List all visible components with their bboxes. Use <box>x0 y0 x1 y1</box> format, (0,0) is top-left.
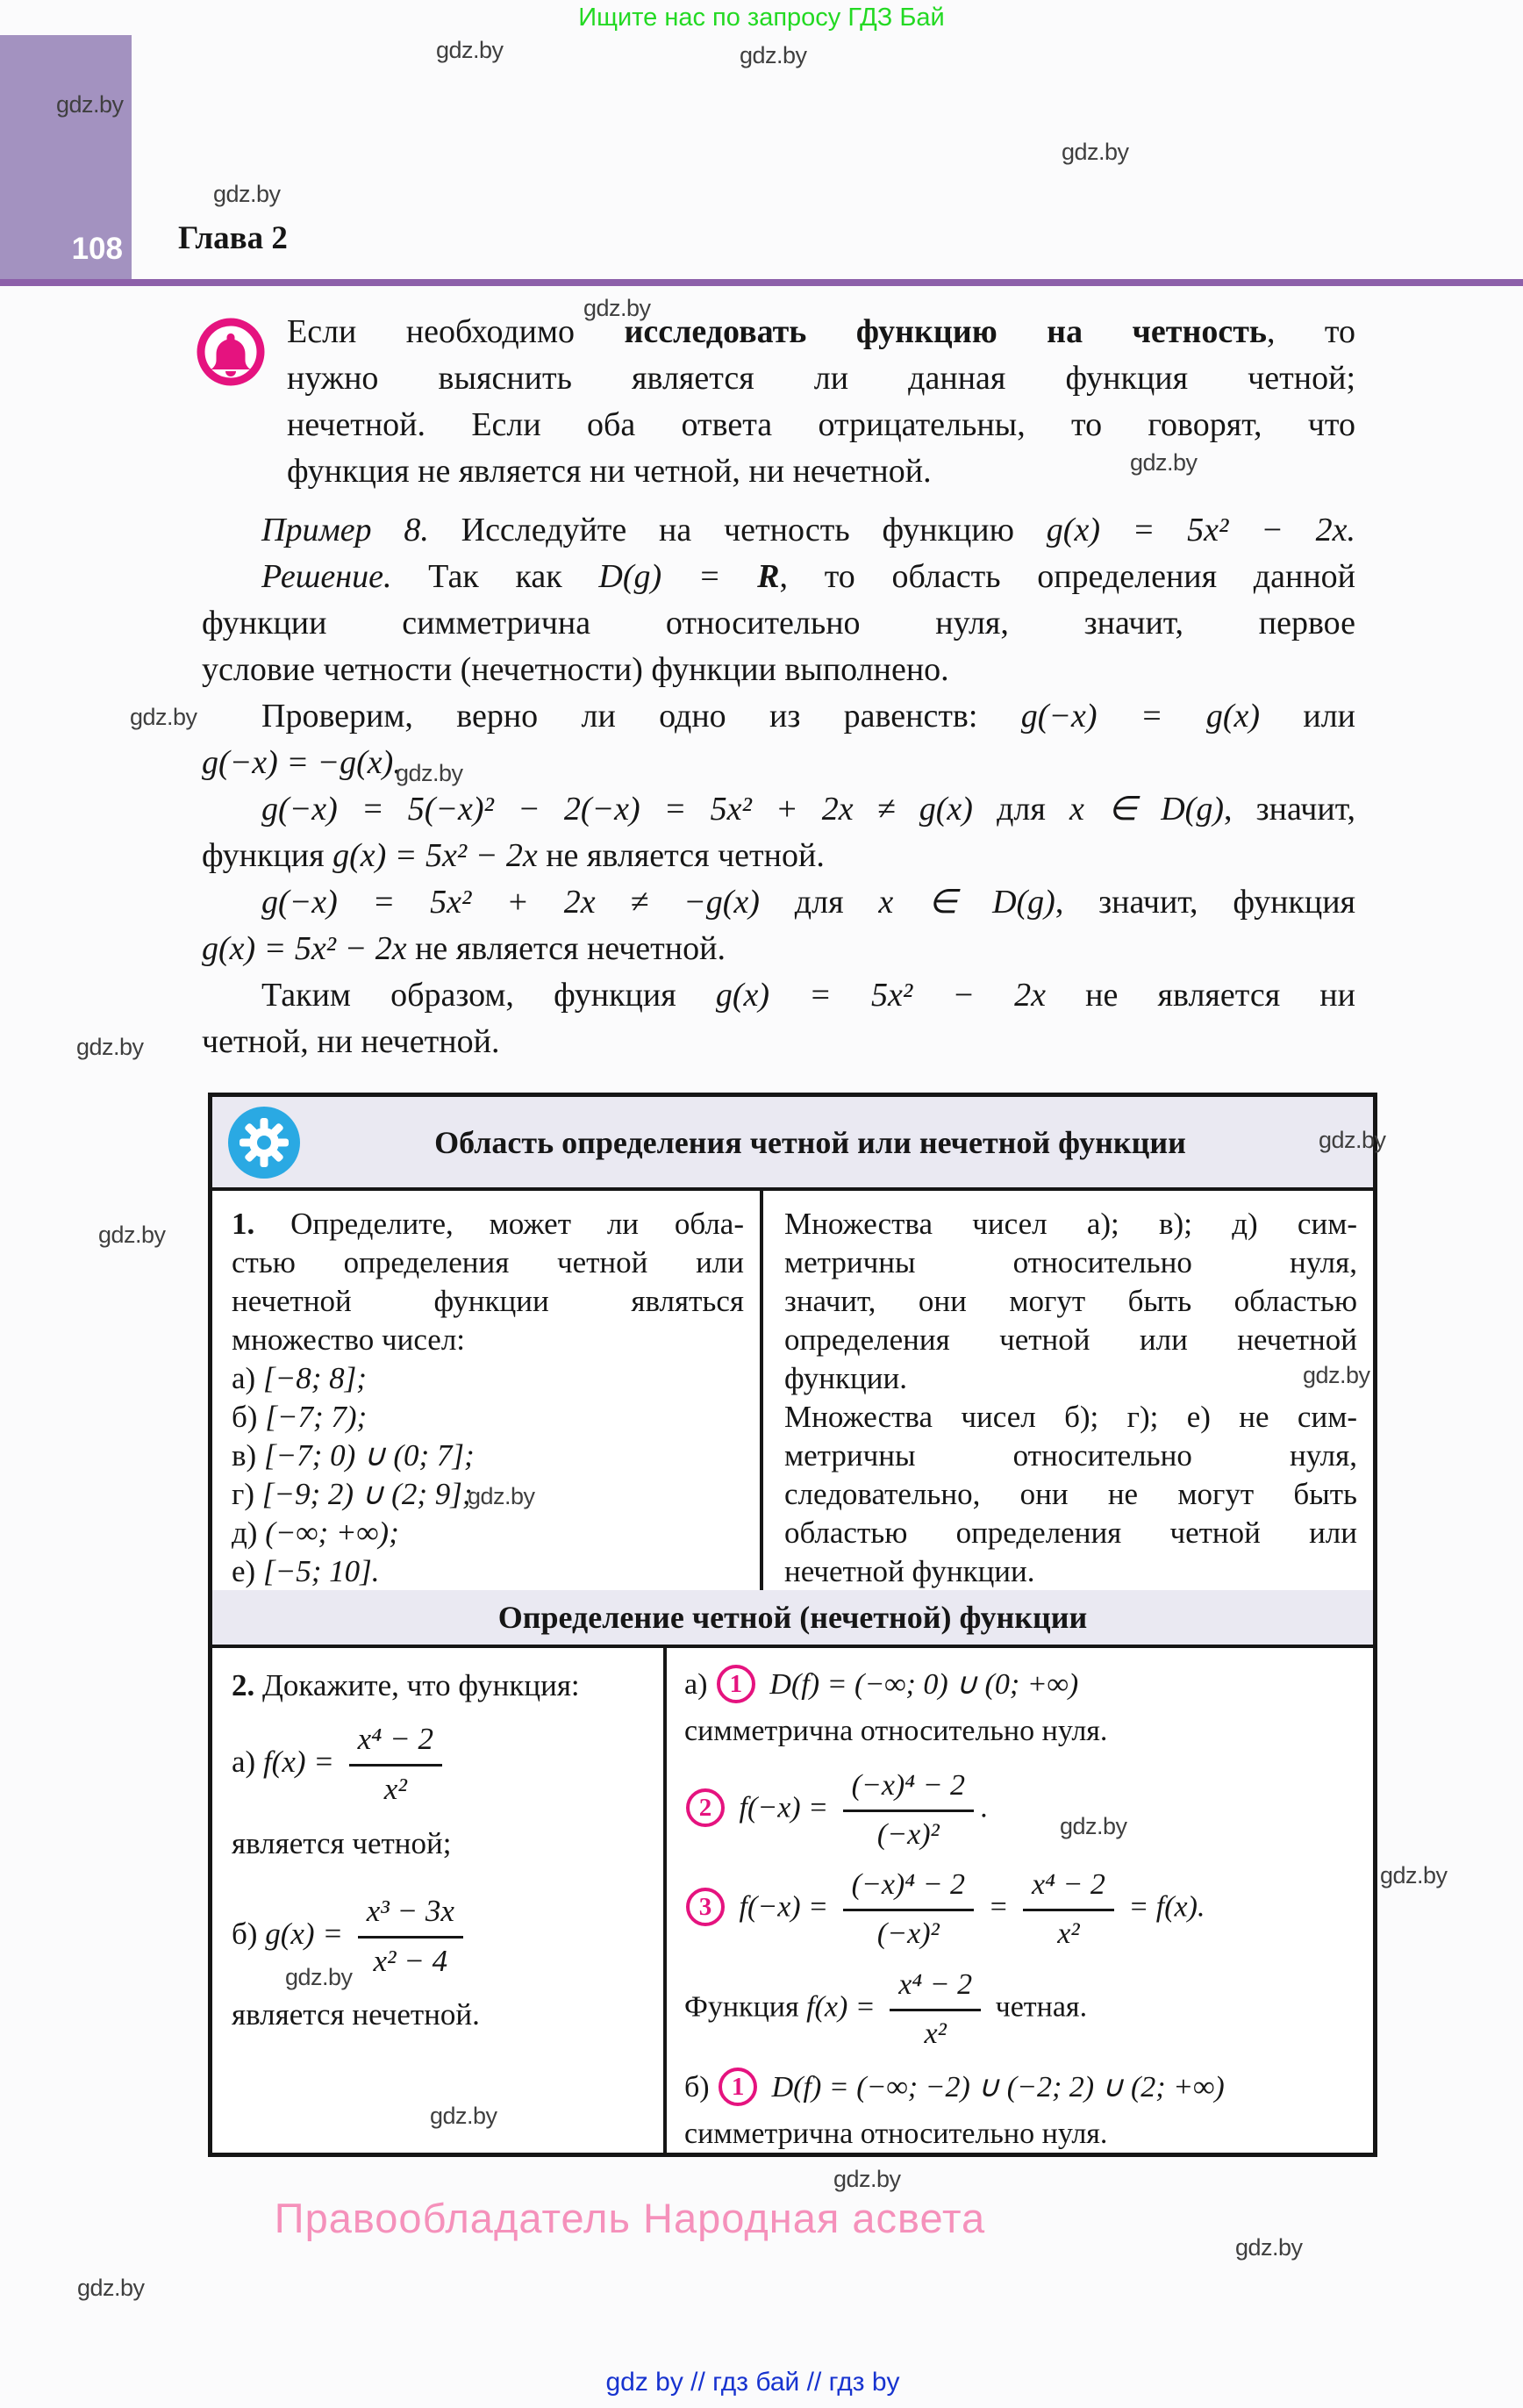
text-segment: для <box>759 884 879 921</box>
watermark: gdz.by <box>76 1034 144 1060</box>
text-line <box>202 786 1355 833</box>
text-segment: Таким образом, функция <box>261 977 716 1014</box>
table-section-header-1 <box>212 1097 1373 1191</box>
numerator: (−x)⁴ − 2 <box>843 1767 974 1812</box>
text-segment: Множества чисел б); г); е) не сим- <box>784 1400 1357 1434</box>
text-segment: метричны относительно нуля, <box>784 1245 1357 1279</box>
text-line <box>784 1205 1357 1243</box>
text-line <box>232 1514 744 1552</box>
text-line <box>684 1866 1364 1953</box>
text-line <box>232 1205 744 1243</box>
watermark: gdz.by <box>56 91 124 118</box>
gear-icon <box>228 1107 300 1179</box>
watermark: gdz.by <box>468 1483 535 1509</box>
text-line <box>784 1514 1357 1552</box>
text-segment: , значит, <box>1223 791 1356 828</box>
text-line <box>784 1282 1357 1321</box>
text-line <box>232 1552 744 1591</box>
text-line <box>202 1019 1355 1065</box>
text-line <box>232 1398 744 1437</box>
task-2-cell <box>212 1648 667 2154</box>
text-segment: [−7; 7); <box>265 1400 368 1434</box>
text-line <box>232 1822 653 1866</box>
text-segment: x ∈ D(g) <box>878 884 1055 921</box>
text-segment: значит, они могут быть областью <box>784 1284 1357 1318</box>
text-line <box>784 1552 1357 1591</box>
text-line <box>232 1282 744 1321</box>
text-line <box>202 926 1355 972</box>
text-line <box>684 2065 1364 2111</box>
text-segment: , то <box>1266 313 1356 350</box>
text-segment: D(g) = <box>598 558 758 595</box>
table-section-title-2: Определение четной (нечетной) функции <box>212 1590 1373 1648</box>
watermark: gdz.by <box>436 37 504 63</box>
text-line <box>287 402 1355 448</box>
text-segment: g(x) = 5x² − 2x <box>202 930 407 967</box>
text-segment: следовательно, они не могут быть <box>784 1477 1357 1511</box>
text-segment: условие четности (нечетности) функции выполнено. <box>202 651 949 688</box>
text-segment: 1. <box>232 1207 255 1241</box>
text-segment: функция <box>202 837 333 874</box>
denominator: x² <box>924 2017 947 2050</box>
text-segment: Решение. <box>261 558 392 595</box>
watermark: gdz.by <box>1319 1127 1386 1153</box>
text-segment: . <box>981 1791 989 1824</box>
text-segment: множество чисел: <box>232 1322 466 1357</box>
step-number-badge: 3 <box>686 1888 725 1926</box>
text-segment: , то область определения данной <box>779 558 1355 595</box>
text-segment: исследовать функцию на четность <box>624 313 1267 350</box>
footer-links[interactable]: gdz by // гдз бай // гдз by <box>605 2368 900 2397</box>
text-line <box>232 1359 744 1398</box>
text-segment: а) <box>232 1744 263 1779</box>
text-line <box>684 1966 1364 2053</box>
text-line <box>784 1437 1357 1475</box>
text-segment: g(−x) = 5x² + 2x ≠ −g(x) <box>261 884 760 921</box>
numerator: x⁴ − 2 <box>890 1966 981 2011</box>
denominator: x² <box>383 1772 407 1807</box>
text-segment: определения четной или нечетной <box>784 1322 1357 1357</box>
text-line <box>202 740 1355 786</box>
text-segment: является четной; <box>232 1825 452 1860</box>
text-line <box>684 1709 1364 1754</box>
text-segment: Проверим, верно ли одно из равенств: <box>261 698 1021 735</box>
text-line <box>287 355 1355 402</box>
text-line <box>202 507 1355 554</box>
text-line <box>784 1243 1357 1282</box>
text-segment: а) <box>232 1361 263 1395</box>
table-row-2 <box>212 1648 1373 2154</box>
text-segment: нечетной функции. <box>784 1554 1035 1588</box>
text-segment: функция не является ни четной, ни нечетной. <box>287 453 932 490</box>
text-segment: [−9; 2) ∪ (2; 9]; <box>261 1477 473 1511</box>
text-line <box>287 309 1355 355</box>
text-segment: симметрична относительно нуля. <box>684 1715 1108 1748</box>
text-segment: = f(x). <box>1120 1890 1205 1924</box>
text-segment: областью определения четной или <box>784 1516 1357 1550</box>
text-segment: f(x) = <box>262 1744 342 1779</box>
text-segment: R <box>757 558 780 595</box>
text-segment: четная. <box>988 1989 1088 2023</box>
text-line <box>232 1664 653 1708</box>
text-segment: не является четной. <box>537 837 825 874</box>
watermark: gdz.by <box>583 295 651 321</box>
page-number-block <box>0 35 132 279</box>
text-line <box>784 1475 1357 1514</box>
text-segment: г) <box>232 1477 262 1511</box>
denominator: x² − 4 <box>373 1943 448 1978</box>
text-line <box>684 1662 1364 1709</box>
text-line <box>202 972 1355 1019</box>
text-line <box>202 647 1355 693</box>
fraction <box>1023 1866 1114 1953</box>
text-segment: [−5; 10]. <box>262 1554 380 1588</box>
text-segment: g(x) = <box>265 1916 351 1951</box>
watermark: gdz.by <box>285 1964 353 1990</box>
summary-table <box>208 1093 1377 2157</box>
table-row-1 <box>212 1191 1373 1590</box>
text-line <box>202 600 1355 647</box>
copyright-text: Правообладатель Народная асвета <box>274 2195 986 2241</box>
text-segment: g(−x) = 5(−x)² − 2(−x) = 5x² + 2x ≠ g(x) <box>261 791 973 828</box>
numerator: x⁴ − 2 <box>1023 1866 1114 1911</box>
text-segment: метричны относительно нуля, <box>784 1438 1357 1473</box>
watermark: gdz.by <box>1060 1813 1127 1839</box>
example-paragraph <box>202 507 1355 1065</box>
text-segment: 2. <box>232 1668 255 1702</box>
text-segment: g(−x) = −g(x). <box>202 744 402 781</box>
text-line <box>784 1398 1357 1437</box>
watermark: gdz.by <box>98 1222 166 1248</box>
text-segment: не является нечетной. <box>406 930 726 967</box>
numerator: x³ − 3x <box>358 1892 463 1939</box>
text-line <box>784 1321 1357 1359</box>
watermark: gdz.by <box>1062 139 1129 165</box>
text-segment: Так как <box>391 558 599 595</box>
text-segment: , значит, функция <box>1055 884 1356 921</box>
text-line <box>202 693 1355 740</box>
watermark: gdz.by <box>430 2103 497 2129</box>
text-segment: четной, ни нечетной. <box>202 1023 500 1060</box>
text-segment: f(−x) = <box>732 1791 836 1824</box>
text-line <box>202 879 1355 926</box>
top-banner: Ищите нас по запросу ГДЗ Бай <box>578 4 945 32</box>
text-segment: в) <box>232 1438 264 1473</box>
fraction <box>349 1720 442 1810</box>
text-segment: g(x) = 5x² − 2x <box>332 837 538 874</box>
bell-icon <box>195 316 267 388</box>
watermark: gdz.by <box>213 181 281 207</box>
table-section-title-1: Область определения четной или нечетной функции <box>434 1124 1186 1160</box>
watermark: gdz.by <box>1303 1362 1370 1388</box>
denominator: (−x)² <box>876 1917 940 1951</box>
fraction <box>890 1966 981 2053</box>
text-segment: Множества чисел а); в); д) сим- <box>784 1207 1357 1241</box>
text-segment: функции симметрична относительно нуля, значит, первое <box>202 605 1355 641</box>
task-1-cell <box>212 1191 763 1590</box>
denominator: x² <box>1057 1917 1080 1951</box>
text-segment: нечетной функции являться <box>232 1284 744 1318</box>
text-line <box>232 1720 653 1810</box>
text-line <box>232 1437 744 1475</box>
text-segment: D(f) = (−∞; −2) ∪ (−2; 2) ∪ (2; +∞) <box>764 2070 1225 2103</box>
header-rule <box>0 279 1523 286</box>
watermark: gdz.by <box>1130 449 1198 476</box>
text-segment: или <box>1260 698 1355 735</box>
text-line <box>684 2111 1364 2157</box>
text-segment: Определите, может ли обла- <box>254 1207 744 1241</box>
text-segment: б) <box>232 1400 266 1434</box>
text-segment: а) <box>684 1668 715 1701</box>
numerator: (−x)⁴ − 2 <box>843 1866 974 1911</box>
text-segment: стью определения четной или <box>232 1245 744 1279</box>
step-number-badge: 1 <box>717 1665 755 1703</box>
fraction <box>358 1892 463 1982</box>
text-segment: Функция <box>684 1989 807 2023</box>
text-segment: f(x) = <box>806 1989 883 2023</box>
text-segment: g(x) = 5x² − 2x. <box>1046 512 1355 548</box>
text-segment: д) <box>232 1516 266 1550</box>
text-line <box>784 1359 1357 1398</box>
text-segment: симметрична относительно нуля. <box>684 2117 1108 2150</box>
text-segment: нечетной. Если оба ответа отрицательны, то говорят, что <box>287 406 1355 443</box>
text-line <box>202 554 1355 600</box>
watermark: gdz.by <box>833 2166 901 2192</box>
watermark: gdz.by <box>740 42 807 68</box>
text-segment: Если необходимо <box>287 313 625 350</box>
text-segment: для <box>972 791 1069 828</box>
text-segment: = <box>981 1890 1016 1924</box>
numerator: x⁴ − 2 <box>349 1720 442 1767</box>
text-segment: б) <box>232 1916 266 1951</box>
answer-2-cell <box>667 1648 1373 2154</box>
text-line <box>684 1767 1364 1853</box>
text-segment: Пример 8. <box>261 512 429 548</box>
text-segment: нужно выяснить является ли данная функция четной; <box>287 360 1355 397</box>
watermark: gdz.by <box>1380 1862 1448 1888</box>
text-segment: е) <box>232 1554 263 1588</box>
text-segment: [−8; 8]; <box>262 1361 367 1395</box>
text-line <box>232 1993 653 2037</box>
text-segment: x ∈ D(g) <box>1069 791 1224 828</box>
text-segment: не является ни <box>1046 977 1355 1014</box>
chapter-title: Глава 2 <box>178 220 288 256</box>
text-segment: D(f) = (−∞; 0) ∪ (0; +∞) <box>762 1668 1079 1701</box>
step-number-badge: 1 <box>719 2068 757 2106</box>
step-number-badge: 2 <box>686 1788 725 1827</box>
text-segment: f(−x) = <box>732 1890 836 1924</box>
text-segment: Исследуйте на четность функцию <box>428 512 1047 548</box>
fraction <box>843 1767 974 1853</box>
watermark: gdz.by <box>396 760 463 786</box>
text-segment: g(x) = 5x² − 2x <box>715 977 1047 1014</box>
denominator: (−x)² <box>876 1818 940 1852</box>
watermark: gdz.by <box>77 2275 145 2301</box>
text-segment: б) <box>684 2070 718 2103</box>
text-segment: [−7; 0) ∪ (0; 7]; <box>263 1438 475 1473</box>
page-number: 108 <box>71 232 123 266</box>
text-line <box>232 1243 744 1282</box>
fraction <box>843 1866 974 1953</box>
text-segment: является нечетной. <box>232 1997 480 2032</box>
text-segment: Докажите, что функция: <box>254 1668 580 1702</box>
text-segment: (−∞; +∞); <box>265 1516 399 1550</box>
answer-1-cell <box>763 1191 1373 1590</box>
watermark: gdz.by <box>130 704 197 730</box>
text-line <box>232 1321 744 1359</box>
text-segment: функции. <box>784 1361 907 1395</box>
text-line <box>202 833 1355 879</box>
watermark: gdz.by <box>1235 2234 1303 2261</box>
text-segment: g(−x) = g(x) <box>1020 698 1261 735</box>
